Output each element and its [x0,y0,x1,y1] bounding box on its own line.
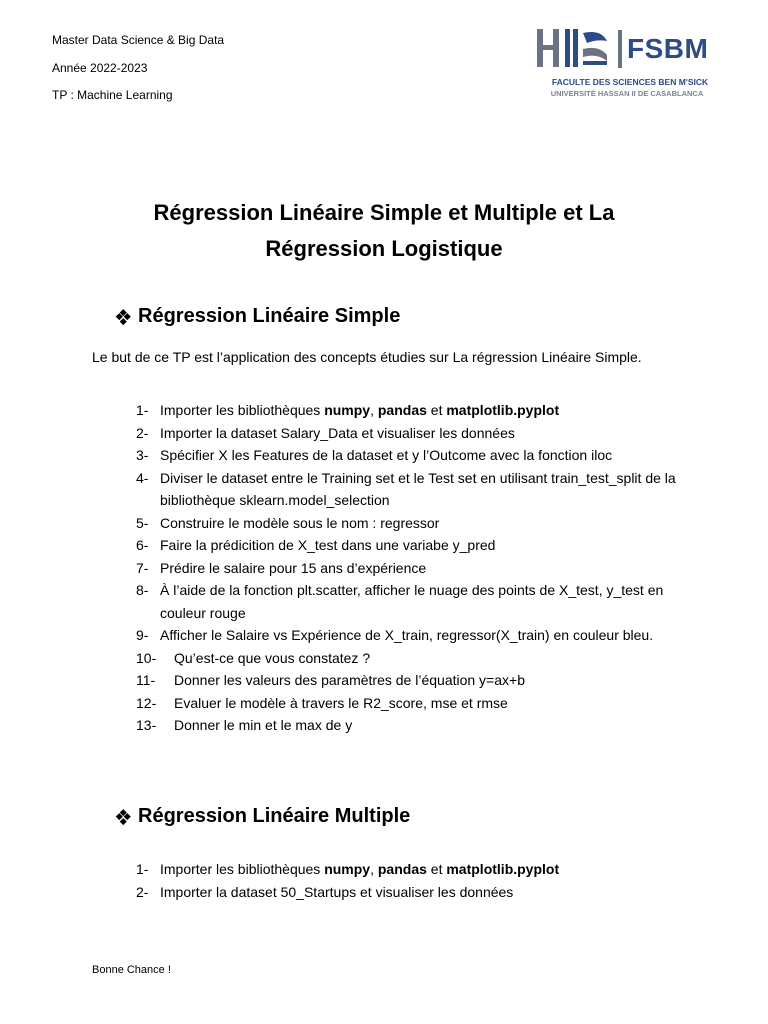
text-fragment: et [426,402,447,418]
list-item-text: Prédire le salaire pour 15 ans d’expérience [160,559,427,576]
section-heading-multiple [116,805,410,828]
list-item-text [160,399,676,422]
list-item-text: Importer la dataset Salary_Data et visualiser les données [160,424,515,441]
list-item-number: 2- [136,424,149,441]
list-item-text: Spécifier X les Features de la dataset et y l’Outcome avec la fonction iloc [160,447,613,463]
list-item-number: 9- [136,627,149,643]
list-item-text: Importer la dataset 50_Startups et visualiser les données [160,883,514,900]
list-item [136,467,676,512]
intro-paragraph: Le but de ce TP est l’application des concepts étudies sur La régression Linéaire Simple. [92,349,642,365]
list-item [136,692,676,715]
list-item-number: 10- [136,649,157,666]
logo-divider [618,30,622,68]
list-item-number: 1- [136,861,149,877]
task-list-multiple [136,858,676,903]
list-item [136,624,676,647]
section-heading-text: Régression Linéaire Simple [138,305,401,327]
text-fragment: Importer les bibliothèques [160,402,325,418]
section-heading-text: Régression Linéaire Multiple [138,805,411,827]
list-item [136,858,676,881]
header-info [52,32,224,115]
list-item-number: 2- [136,883,149,900]
list-item-number: 11- [136,672,156,688]
logo-faculty: FACULTE DES SCIENCES BEN M'SICK [551,77,709,87]
library-name: matplotlib.pyplot [446,861,560,877]
list-item-text: Construire le modèle sous le nom : regressor [160,514,440,531]
four-diamond-bullet-icon [116,810,130,824]
list-item-text: Donner les valeurs des paramètres de l’équation y=ax+b [174,672,525,688]
text-fragment: Importer les bibliothèques [160,861,325,877]
university-emblem-icon [535,27,615,71]
text-fragment: , [370,402,378,418]
library-name: matplotlib.pyplot [446,402,560,418]
list-item [136,422,676,445]
list-item-text: Evaluer le modèle à travers le R2_score, mse et rmse [174,694,508,711]
text-fragment: et [426,861,447,877]
library-name: pandas [377,402,427,418]
list-item [136,444,676,467]
list-item-text: Donner le min et le max de y [174,717,353,733]
list-item-text [160,858,676,881]
document-title [90,195,678,267]
list-item-number: 13- [136,717,157,733]
list-item-number: 1- [136,402,149,418]
logo-name: FSBM [627,33,709,64]
list-item-number: 3- [136,447,149,463]
list-item-number: 12- [136,694,157,711]
list-item [136,714,676,737]
title-line-1: Régression Linéaire Simple et Multiple et La [153,200,615,225]
list-item-text: Qu’est-ce que vous constatez ? [174,649,371,666]
four-diamond-bullet-icon [116,310,130,324]
list-item [136,512,676,535]
list-item [136,647,676,670]
list-item-number: 7- [136,559,149,576]
task-list-simple [136,399,676,737]
header-course: TP : Machine Learning [52,88,173,102]
library-name: numpy [324,402,371,418]
text-fragment: , [370,861,378,877]
list-item [136,579,676,624]
list-item [136,557,676,580]
section-heading-simple [116,305,400,328]
list-item-number: 4- [136,469,149,486]
logo-university: UNIVERSITÉ HASSAN II DE CASABLANCA [550,89,704,98]
list-item [136,399,676,422]
list-item [136,881,676,904]
list-item-text: Afficher le Salaire vs Expérience de X_train, regressor(X_train) en couleur bleu. [160,627,654,643]
list-item-number: 6- [136,537,149,553]
header-year: Année 2022-2023 [52,60,148,75]
list-item-text: Faire la prédicition de X_test dans une variabe y_pred [160,537,496,553]
library-name: pandas [377,861,427,877]
header-program: Master Data Science & Big Data [52,33,225,47]
title-line-2: Régression Logistique [265,236,503,261]
library-name: numpy [324,861,371,877]
list-item [136,534,676,557]
fsbm-logo [532,27,722,102]
list-item-number: 8- [136,582,149,598]
list-item [136,669,676,692]
list-item-text: À l’aide de la fonction plt.scatter, afficher le nuage des points de X_test, y_test en couleur rouge [160,582,664,621]
list-item-number: 5- [136,514,149,531]
list-item-text: Diviser le dataset entre le Training set et le Test set en utilisant train_test_split de la bibliothèque sklearn.model_selection [160,469,676,508]
footer-note: Bonne Chance ! [92,964,171,976]
